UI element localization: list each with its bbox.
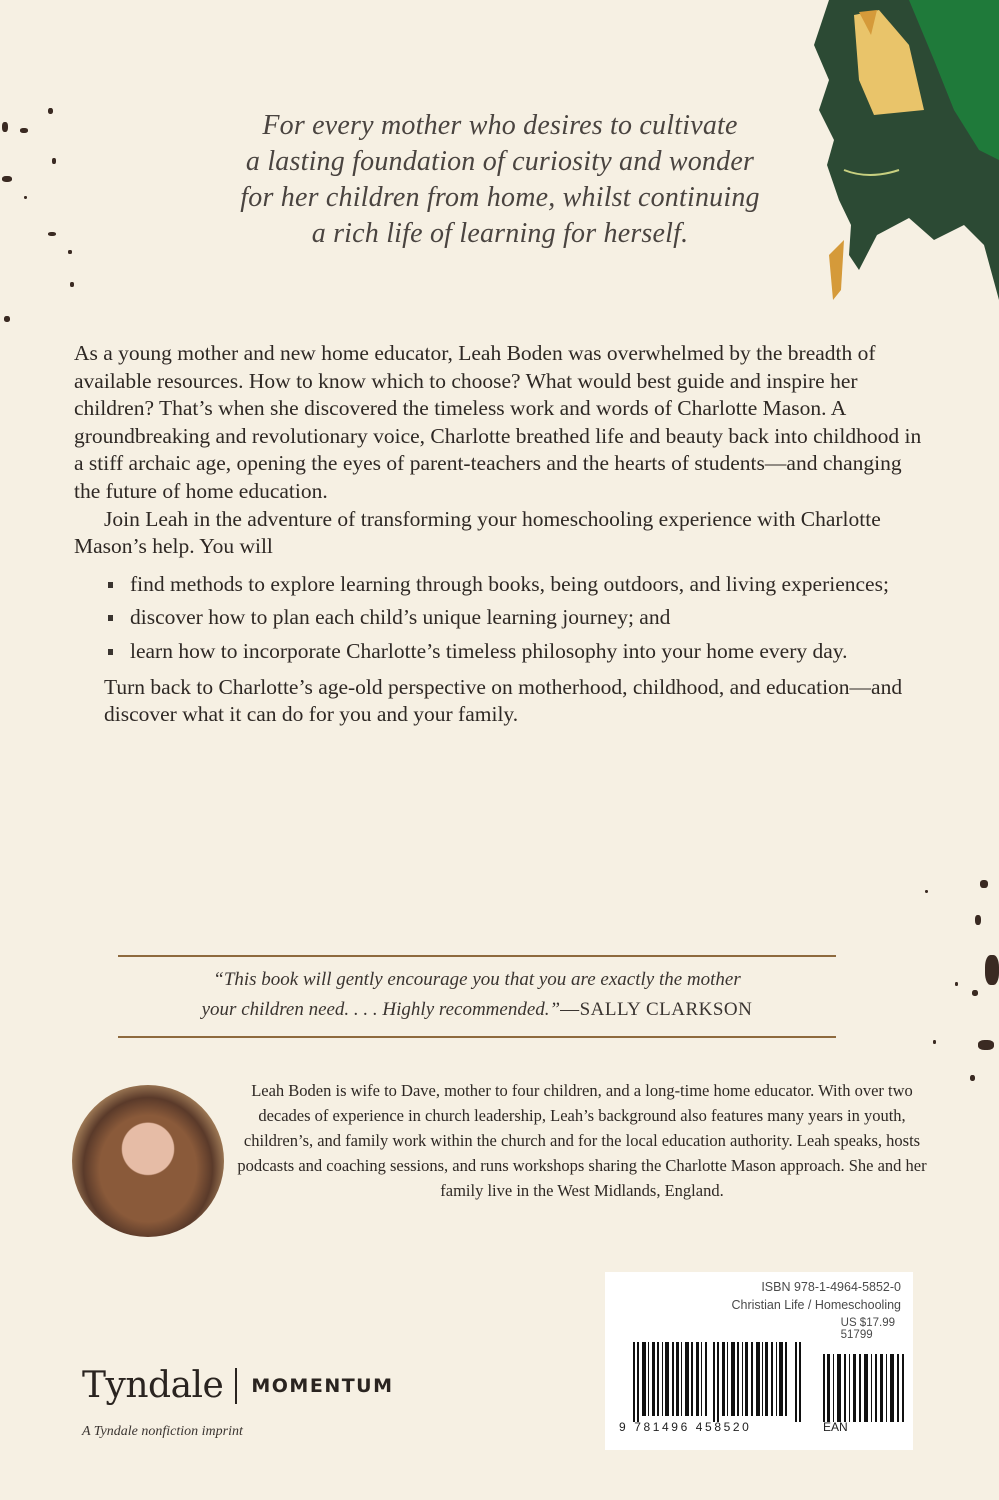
benefit-list [74,571,924,666]
price-addon-code: 51799 [840,1329,873,1341]
book-description [74,340,924,729]
divider-top [118,955,836,957]
ean-label: EAN [823,1420,848,1434]
imprint-note: A Tyndale nonfiction imprint [82,1424,243,1439]
tagline-line: a lasting foundation of curiosity and wonder [245,146,755,177]
benefit-item: learn how to incorporate Charlotte’s timeless philosophy into your home every day. [130,638,924,666]
quote-line: your children need. . . . Highly recommended.” [201,999,561,1020]
tagline [150,108,850,252]
imprint-name: MOMENTUM [251,1374,394,1397]
endorsement-quote [118,965,836,1025]
barcode-number: 9 781496 458520 [619,1420,752,1434]
description-paragraph: As a young mother and new home educator, Leah Boden was overwhelmed by the breadth of available resources. How to know which to choose? What would best guide and inspire her children? That’s when she discovered the timeless work and words of Charlotte Mason. A groundbreaking and revolutionary voice, Charlotte breathed life and beauty back into childhood in a stiff archaic age, opening the eyes of parent-teachers and the hearts of students—and changing the future of home education. [74,341,922,503]
author-bio: Leah Boden is wife to Dave, mother to four children, and a long-time home educator. With over two decades of experience in church leadership, Leah’s background also features many years in youth, children’s, and family work within the church and for the local education authority. Leah speaks, hosts podcasts and coaching sessions, and runs workshops sharing the Charlotte Mason approach. She and her family live in the West Midlands, England. [237,1081,927,1200]
benefit-item: discover how to plan each child’s unique learning journey; and [130,604,924,632]
publisher-logo [82,1365,394,1406]
price-addon-barcode-icon [823,1354,905,1422]
divider-bottom [118,1036,836,1038]
author-photo [72,1085,224,1237]
quote-line: “This book will gently encourage you that you are exactly the mother [213,969,741,990]
description-paragraph: Join Leah in the adventure of transforming your homeschooling experience with Charlotte Mason’s help. You will [74,506,881,559]
barcode-panel [605,1272,913,1450]
ean-barcode-icon [633,1342,801,1422]
category-text: Christian Life / Homeschooling [731,1298,901,1312]
isbn-text: ISBN 978-1-4964-5852-0 [761,1280,901,1294]
price-text [841,1317,895,1341]
closing-paragraph: Turn back to Charlotte’s age-old perspective on motherhood, childhood, and education—and discover what it can do for you and your family. [104,674,903,727]
quote-attribution: —SALLY CLARKSON [560,999,753,1020]
tagline-line: for her children from home, whilst continuing [240,182,760,213]
benefit-item: find methods to explore learning through books, being outdoors, and living experiences; [130,571,924,599]
tagline-line: For every mother who desires to cultivate [262,110,738,141]
price-value: US $17.99 [840,1317,895,1329]
logo-separator [235,1368,237,1404]
tagline-line: a rich life of learning for herself. [311,218,689,249]
publisher-name: Tyndale [82,1365,224,1406]
